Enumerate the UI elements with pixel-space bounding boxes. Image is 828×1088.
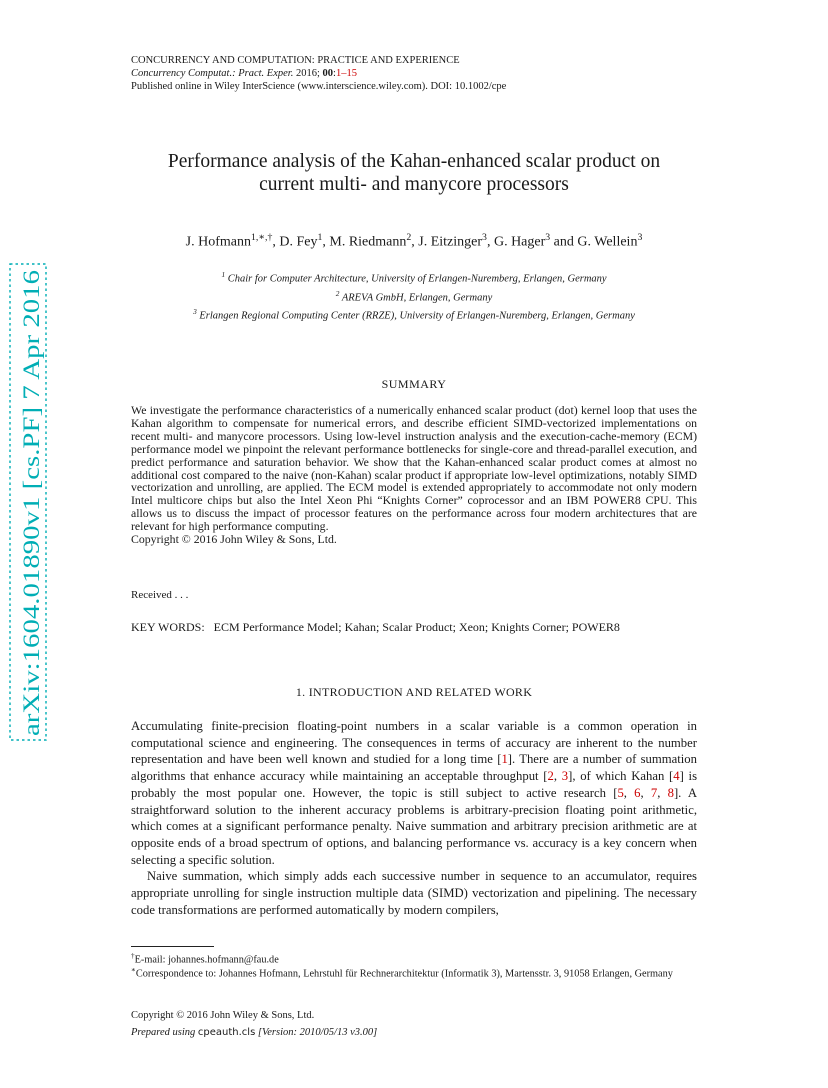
author-name: D. Fey bbox=[279, 234, 318, 250]
pages-link[interactable]: 1–15 bbox=[335, 68, 357, 79]
footer-prepared: Prepared using cpeauth.cls [Version: 2010/05/13 v3.00] bbox=[131, 1027, 378, 1038]
citation-link[interactable]: 8 bbox=[667, 785, 674, 800]
footnote-rule bbox=[131, 946, 214, 947]
citation-link[interactable]: 2 bbox=[547, 769, 554, 784]
summary-text: We investigate the performance characteristics of a numerically enhanced scalar product (dot) kernel loop that uses the Kahan algorithm to compensate for numerical errors, and describe efficient SIMD-vectorized implementations on recent multi- and manycore processors. Using low-level instruction analysis and the execution-cache-memory (ECM) performance model we pinpoint the relevant performance bottlenecks for single-core and thread-parallel execution, and predict performance and saturation behavior. We show that the Kahan-enhanced scalar product comes at almost no additional cost compared to the naive (non-Kahan) scalar product if appropriate low-level optimizations, notably SIMD vectorization and unrolling, are applied. The ECM model is extended appropriately to accommodate not only modern Intel multicore chips but also the Intel Xeon Phi “Knights Corner” coprocessor and an IBM POWER8 CPU. This allows us to discuss the impact of processor features on the performance across four modern architectures that are relevant for high performance computing. bbox=[131, 403, 697, 534]
citation-link[interactable]: 3 bbox=[561, 769, 569, 784]
citation-link[interactable]: 5 bbox=[617, 785, 624, 800]
affiliation-1: $^1$ Chair for Computer Architecture, University of Erlangen-Nuremberg, Erlangen, Germany bbox=[221, 270, 607, 285]
journal-name: CONCURRENCY AND COMPUTATION: PRACTICE AND EXPERIENCE bbox=[131, 55, 460, 66]
keywords-label: KEY WORDS: bbox=[131, 620, 205, 634]
publication-info: Published online in Wiley InterScience (www.interscience.wiley.com). DOI: 10.1002/cpe bbox=[131, 81, 507, 92]
arxiv-identifier[interactable]: arXiv:1604.01890v1 [cs.PF] 7 Apr 2016 bbox=[19, 356, 45, 736]
author-affiliation-mark: 1,∗,† bbox=[250, 232, 273, 243]
summary-heading: SUMMARY bbox=[381, 377, 447, 391]
citation-link[interactable]: 4 bbox=[673, 769, 680, 784]
author-name: J. Eitzinger bbox=[418, 234, 483, 250]
footnote-correspondence: ∗Correspondence to: Johannes Hofmann, Lehrstuhl für Rechnerarchitektur (Informatik 3), Martensstr. 3, 91058 Erlangen, Germany bbox=[131, 966, 673, 980]
journal-citation: Concurrency Computat.: Pract. Exper. 2016; 00:1–15 bbox=[131, 68, 357, 79]
footer-copyright: Copyright © 2016 John Wiley & Sons, Ltd. bbox=[131, 1010, 315, 1021]
summary-body bbox=[131, 404, 697, 546]
summary-copyright: Copyright © 2016 John Wiley & Sons, Ltd. bbox=[131, 532, 337, 547]
footnote-email: †E-mail: johannes.hofmann@fau.de bbox=[131, 952, 279, 966]
intro-paragraph-2: Naive summation, which simply adds each successive number in sequence to an accumulator, requires appropriate unrolling for single instruction multiple data (SIMD) vectorization and pipelining. The necessary code transformations are performed automatically by modern compilers, bbox=[131, 869, 697, 917]
author-affiliation-mark: 3 bbox=[637, 232, 643, 243]
arxiv-sidebar[interactable] bbox=[2, 262, 54, 742]
affiliation-3: $^3$ Erlangen Regional Computing Center (RRZE), University of Erlangen-Nuremberg, Erlangen, Germany bbox=[193, 307, 635, 322]
journal-header bbox=[131, 54, 731, 93]
section-heading: 1. INTRODUCTION AND RELATED WORK bbox=[295, 685, 533, 699]
author-affiliation-mark: 3 bbox=[545, 232, 551, 243]
intro-body bbox=[131, 718, 697, 918]
author-name: G. Wellein bbox=[577, 234, 638, 250]
author-affiliation-mark: 1 bbox=[317, 232, 323, 243]
intro-paragraph-1: Accumulating finite-precision floating-point numbers in a scalar variable is a common operation in computational science and engineering. The consequences in terms of accuracy are inherent to the number representation and have been well known and studied for a long time [1]. There are a number of summation algorithms that enhance accuracy while maintaining an acceptable throughput [2, 3], of which Kahan [4] is probably the most popular one. However, the topic is still subject to active research [5, 6, 7, 8]. A straightforward solution to the inherent accuracy problems is arbitrary-precision floating point arithmetic, which comes at a significant performance penalty. Naive summation and arbitrary precision arithmetic are at opposite ends of a broad spectrum of options, and balancing performance vs. accuracy is a key concern when selecting a specific solution. bbox=[131, 719, 698, 867]
author-affiliation-mark: 3 bbox=[482, 232, 487, 243]
author-list: J. Hofmann$^{1,∗,\dagger}$, D. Fey$^1$, M. Riedmann$^2$, J. Eitzinger$^3$, G. Hager$^3$ and G. Wellein$^3$ bbox=[185, 232, 643, 250]
citation-link[interactable]: 7 bbox=[650, 785, 658, 800]
author-name: J. Hofmann bbox=[185, 234, 251, 250]
paper-title: Performance analysis of the Kahan-enhanced scalar product on current multi- and manycore processors bbox=[167, 151, 661, 195]
author-name: G. Hager bbox=[493, 234, 546, 250]
keywords-list: ECM Performance Model; Kahan; Scalar Product; Xeon; Knights Corner; POWER8 bbox=[213, 620, 620, 634]
affiliation-2: $^2$ AREVA GmbH, Erlangen, Germany bbox=[335, 289, 493, 304]
received-line: Received . . . bbox=[131, 589, 189, 601]
author-affiliation-mark: 2 bbox=[406, 232, 412, 243]
citation-link[interactable]: 1 bbox=[501, 752, 508, 767]
citation-link[interactable]: 6 bbox=[634, 785, 641, 800]
author-name: M. Riedmann bbox=[329, 234, 407, 250]
keywords bbox=[131, 620, 731, 635]
